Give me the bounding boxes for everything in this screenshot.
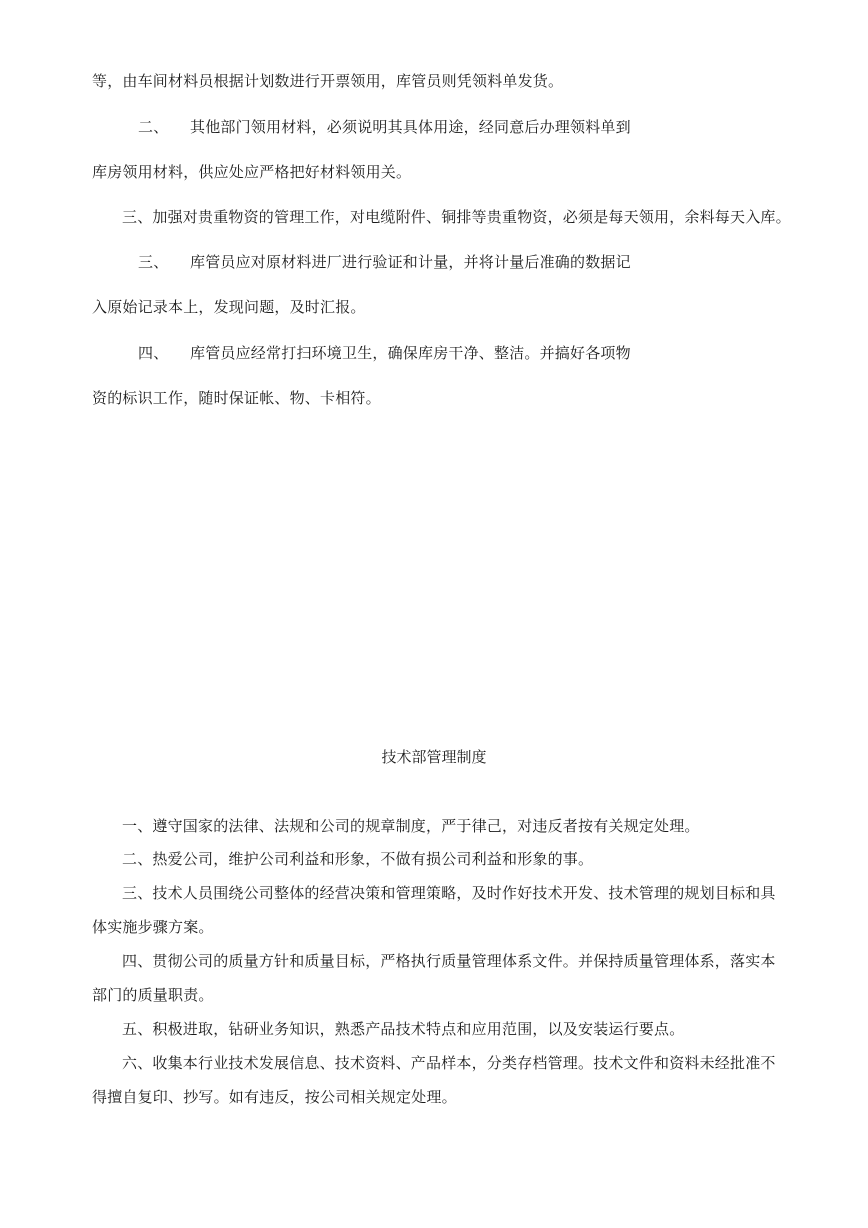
- list-item-line: [138, 117, 631, 137]
- paragraph-line: 四、贯彻公司的质量方针和质量目标，严格执行质量管理体系文件。并保持质量管理体系，落实本: [122, 952, 776, 970]
- paragraph-line: 三、加强对贵重物资的管理工作，对电缆附件、铜排等贵重物资，必须是每天领用，余料每天入库。: [122, 208, 791, 226]
- list-item-line: [138, 343, 631, 363]
- paragraph-line: 部门的质量职责。: [92, 986, 214, 1004]
- paragraph-line: 入原始记录本上，发现问题，及时汇报。: [92, 298, 366, 316]
- paragraph-line: 资的标识工作，随时保证帐、物、卡相符。: [92, 389, 381, 407]
- paragraph-line: 体实施步骤方案。: [92, 918, 214, 936]
- section-title: 技术部管理制度: [381, 748, 487, 766]
- paragraph-line: 三、技术人员围绕公司整体的经营决策和管理策略，及时作好技术开发、技术管理的规划目标和具: [122, 884, 776, 902]
- list-number: 三、: [138, 253, 169, 271]
- paragraph-line: 库房领用材料，供应处应严格把好材料领用关。: [92, 163, 412, 181]
- list-number: 二、: [138, 118, 169, 136]
- list-item-text: 库管员应经常打扫环境卫生，确保库房干净、整洁。并搞好各项物: [190, 344, 631, 362]
- paragraph-line: 五、积极进取，钻研业务知识，熟悉产品技术特点和应用范围，以及安装运行要点。: [122, 1020, 685, 1038]
- list-item-line: [138, 252, 631, 272]
- list-number: 四、: [138, 344, 169, 362]
- list-item-text: 库管员应对原材料进厂进行验证和计量，并将计量后准确的数据记: [190, 253, 631, 271]
- list-item-text: 其他部门领用材料，必须说明其具体用途，经同意后办理领料单到: [190, 118, 631, 136]
- paragraph-line: 六、收集本行业技术发展信息、技术资料、产品样本，分类存档管理。技术文件和资料未经批准不: [122, 1054, 776, 1072]
- paragraph-line: 得擅自复印、抄写。如有违反，按公司相关规定处理。: [92, 1088, 457, 1106]
- paragraph-line: 一、遵守国家的法律、法规和公司的规章制度，严于律己，对违反者按有关规定处理。: [122, 817, 700, 835]
- paragraph-line: 二、热爱公司，维护公司利益和形象，不做有损公司利益和形象的事。: [122, 850, 594, 868]
- paragraph-line: 等，由车间材料员根据计划数进行开票领用，库管员则凭领料单发货。: [92, 72, 564, 90]
